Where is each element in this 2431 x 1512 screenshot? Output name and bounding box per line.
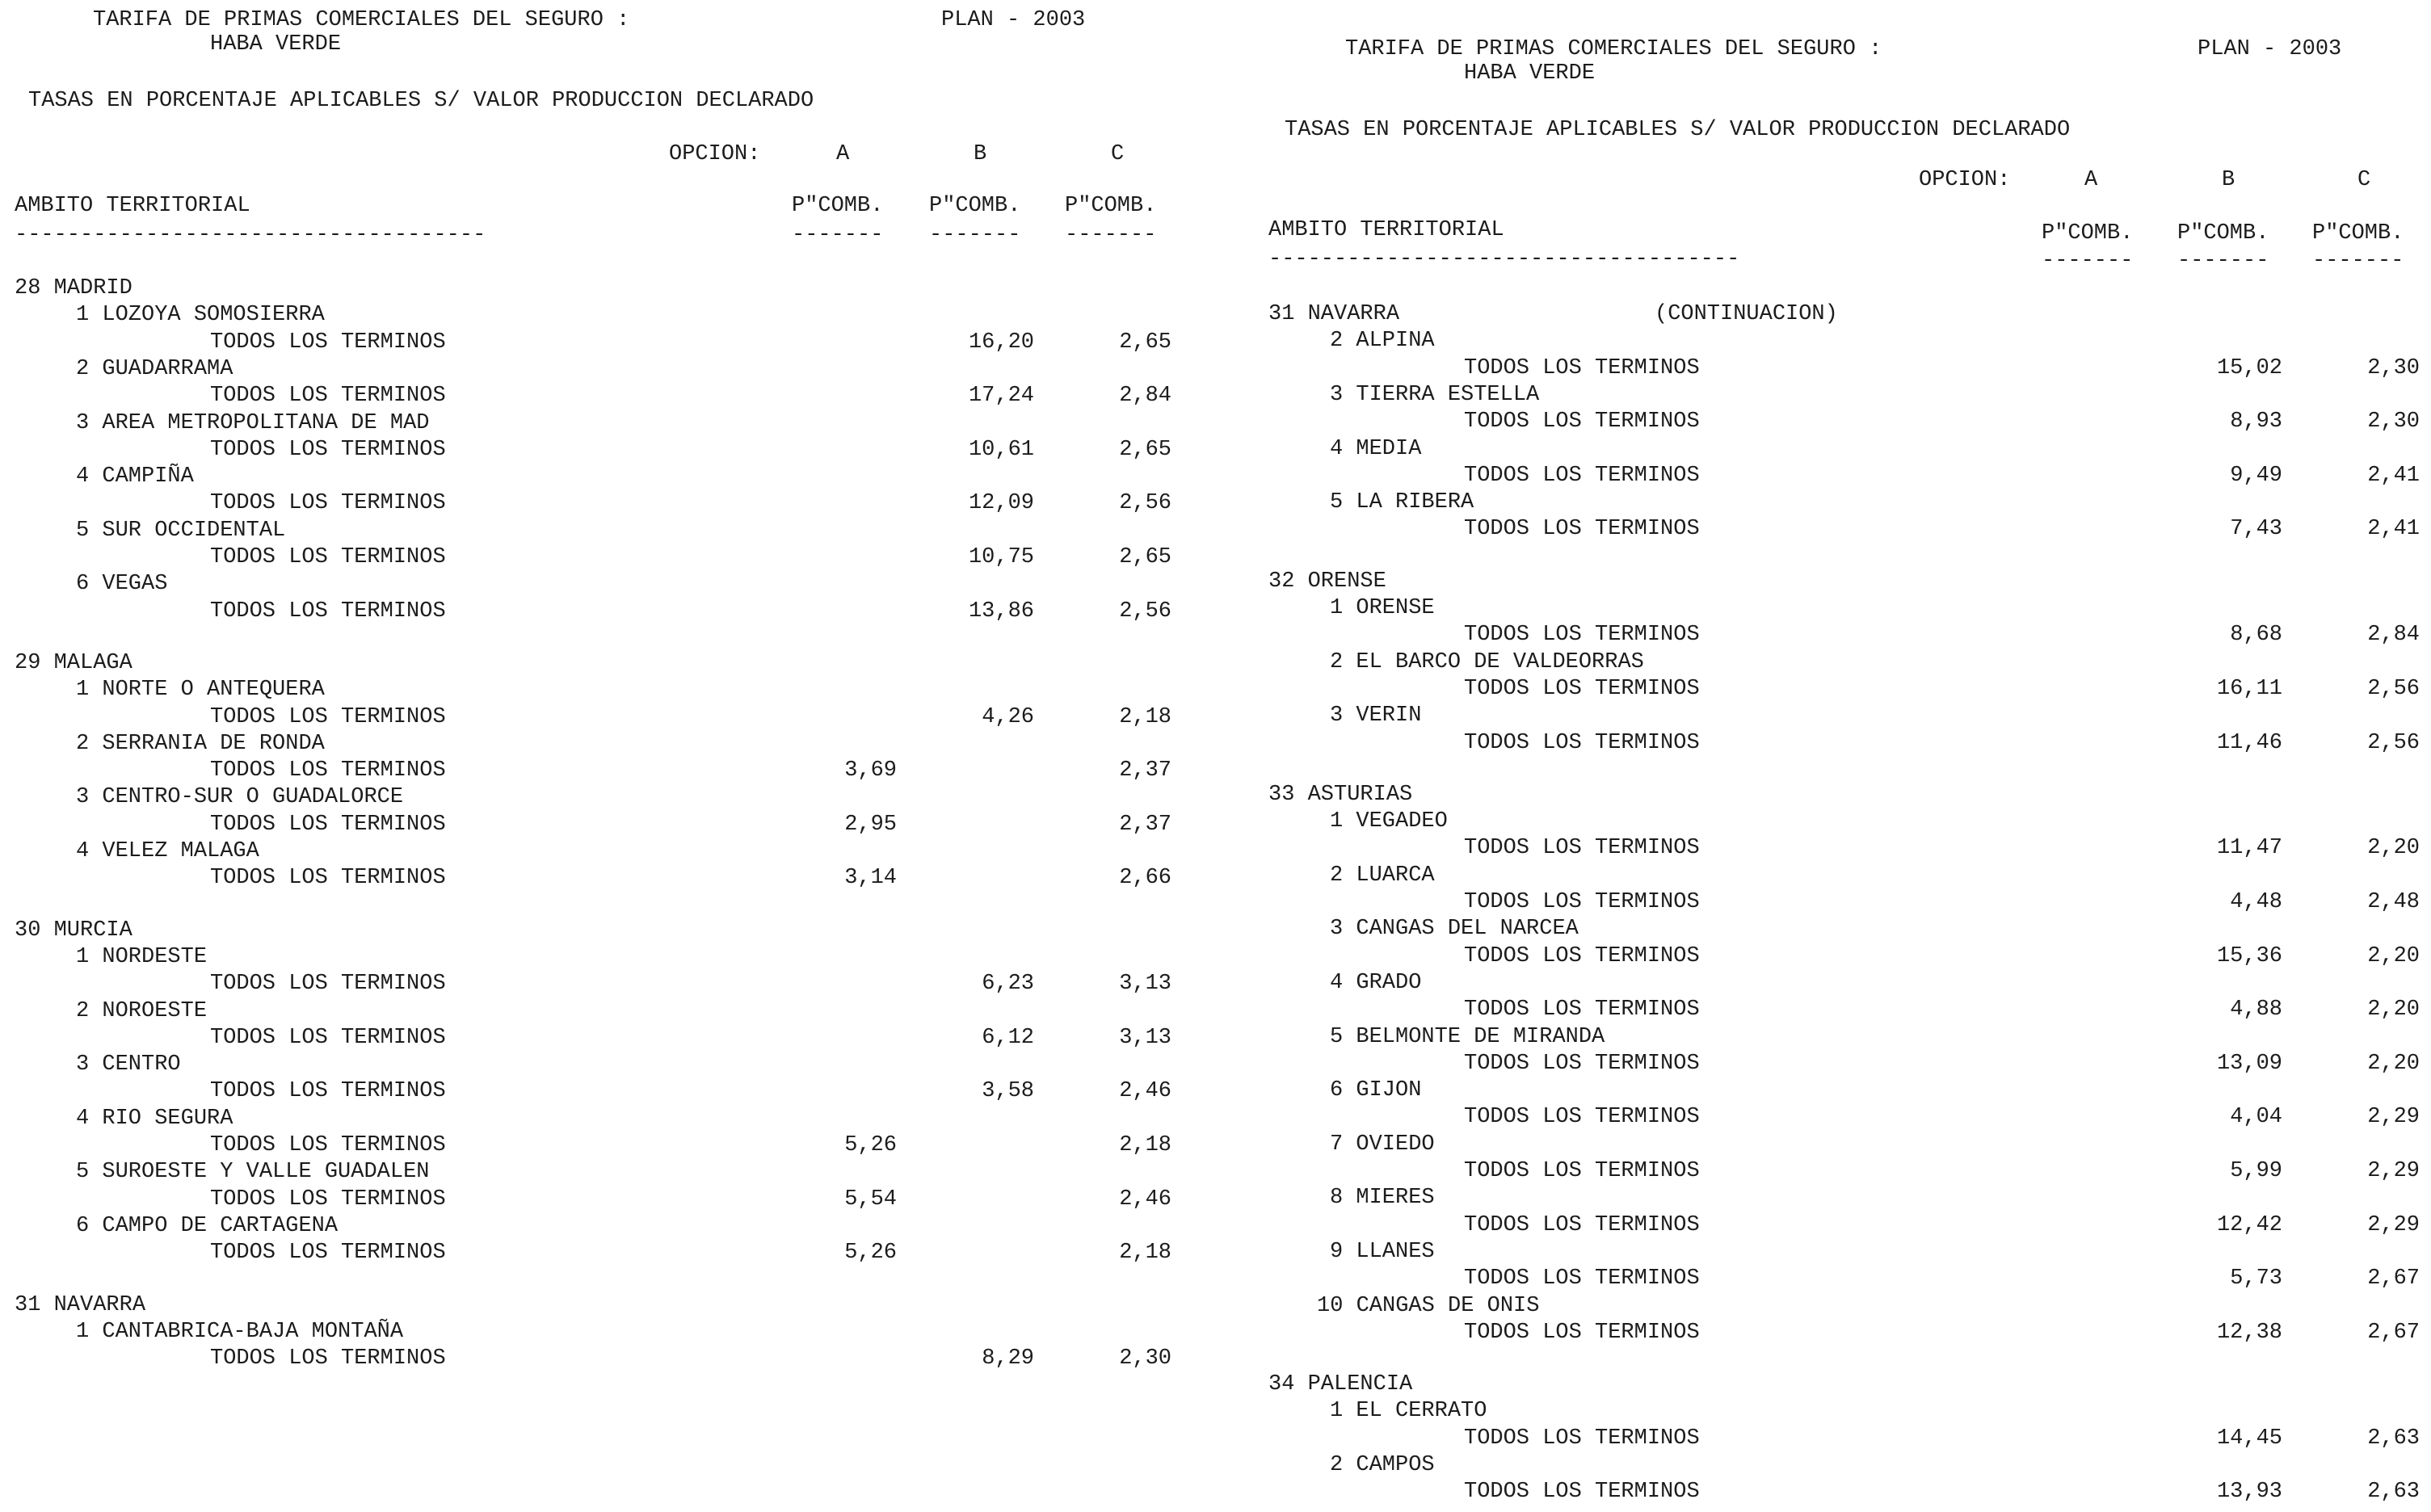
rate-option-c: 2,37 [1119,758,1171,783]
comarca-heading: 6 VEGAS [76,572,168,597]
rate-option-c: 2,63 [2367,1426,2420,1451]
rate-option-b: 5,73 [2230,1266,2282,1292]
province-heading: 28 MADRID [15,276,132,300]
rate-option-c: 2,30 [2367,410,2420,435]
comarca-heading: 3 AREA METROPOLITANA DE MAD [76,410,430,435]
rate-option-a: 5,26 [844,1241,897,1266]
terms-label: TODOS LOS TERMINOS [1464,890,1700,914]
comarca-heading: 10 CANGAS DE ONIS [1317,1293,1540,1318]
opcion-label: OPCION: [669,142,761,166]
terms-label: TODOS LOS TERMINOS [210,1186,446,1212]
rate-option-b: 8,68 [2230,623,2282,648]
tariff-rows [0,0,1212,1512]
rate-option-b: 15,02 [2216,355,2282,380]
pcomb-a-header: P"COMB. [2042,221,2134,246]
comarca-heading: 7 OVIEDO [1330,1132,1435,1157]
ambito-territorial-header: AMBITO TERRITORIAL [15,194,250,218]
tariff-title: TARIFA DE PRIMAS COMERCIALES DEL SEGURO : [93,8,630,32]
rate-option-a: 3,69 [844,758,897,783]
rate-option-c: 2,46 [1119,1079,1171,1104]
terms-label: TODOS LOS TERMINOS [1464,836,1700,861]
terms-label: TODOS LOS TERMINOS [210,1241,446,1266]
rate-option-c: 2,65 [1119,437,1171,462]
comarca-heading: 6 GIJON [1330,1078,1422,1103]
rate-option-c: 2,56 [2367,730,2420,755]
comarca-heading: 8 MIERES [1330,1186,1435,1211]
province-heading: 34 PALENCIA [1268,1372,1413,1397]
rate-option-c: 2,67 [2367,1320,2420,1345]
rate-option-b: 12,38 [2216,1320,2282,1345]
rate-option-c: 2,29 [2367,1105,2420,1130]
comarca-heading: 3 TIERRA ESTELLA [1330,382,1540,407]
rate-option-b: 6,23 [982,972,1034,997]
rate-option-c: 2,18 [1119,1133,1171,1157]
rate-option-b: 15,36 [2216,943,2282,968]
comarca-heading: 1 NORTE O ANTEQUERA [76,678,325,703]
comarca-heading: 4 RIO SEGURA [76,1106,233,1131]
header-rule-b: ------- [929,223,1021,247]
opcion-label: OPCION: [1919,168,2011,192]
left-page [0,0,1212,1512]
terms-label: TODOS LOS TERMINOS [210,598,446,624]
rate-option-b: 8,29 [982,1346,1034,1371]
header-rule: ------------------------------------ [1268,247,1740,271]
rate-option-b: 3,58 [982,1079,1034,1104]
header-rule-a: ------- [792,223,884,247]
rate-option-c: 2,56 [1119,491,1171,516]
rate-option-c: 2,29 [2367,1159,2420,1183]
rate-option-c: 2,41 [2367,517,2420,542]
comarca-heading: 4 VELEZ MALAGA [76,839,259,863]
rate-option-c: 2,56 [2367,676,2420,701]
header-rule-c: ------- [1065,223,1157,247]
terms-label: TODOS LOS TERMINOS [210,972,446,997]
province-heading: 31 NAVARRA [1268,302,1400,326]
rates-description: TASAS EN PORCENTAJE APLICABLES S/ VALOR PRODUCCION DECLARADO [1285,118,2071,142]
comarca-heading: 1 VEGADEO [1330,809,1448,834]
rate-option-b: 9,49 [2230,463,2282,488]
terms-label: TODOS LOS TERMINOS [1464,410,1700,435]
pcomb-b-header: P"COMB. [929,194,1021,218]
rate-option-a: 5,26 [844,1133,897,1157]
rate-option-b: 4,88 [2230,998,2282,1023]
province-heading: 30 MURCIA [15,918,132,943]
terms-label: TODOS LOS TERMINOS [1464,1320,1700,1345]
plan-year: PLAN - 2003 [941,8,1086,32]
rate-option-c: 2,56 [1119,598,1171,624]
comarca-heading: 9 LLANES [1330,1239,1435,1264]
option-a-header: A [836,142,850,166]
comarca-heading: 2 CAMPOS [1330,1453,1435,1477]
terms-label: TODOS LOS TERMINOS [1464,1051,1700,1076]
rate-option-b: 10,75 [968,545,1034,569]
rate-option-a: 3,14 [844,866,897,891]
terms-label: TODOS LOS TERMINOS [210,758,446,783]
terms-label: TODOS LOS TERMINOS [210,704,446,729]
comarca-heading: 2 NOROESTE [76,998,208,1023]
rate-option-c: 3,13 [1119,972,1171,997]
terms-label: TODOS LOS TERMINOS [210,1079,446,1104]
terms-label: TODOS LOS TERMINOS [210,866,446,891]
terms-label: TODOS LOS TERMINOS [210,437,446,462]
rate-option-c: 2,30 [2367,355,2420,380]
comarca-heading: 4 MEDIA [1330,436,1422,461]
terms-label: TODOS LOS TERMINOS [210,1346,446,1371]
terms-label: TODOS LOS TERMINOS [210,812,446,837]
rate-option-c: 2,20 [2367,943,2420,968]
rate-option-b: 12,09 [968,491,1034,516]
terms-label: TODOS LOS TERMINOS [210,545,446,569]
tariff-title: TARIFA DE PRIMAS COMERCIALES DEL SEGURO : [1345,37,1882,61]
comarca-heading: 3 CENTRO-SUR O GUADALORCE [76,785,404,810]
rate-option-c: 2,20 [2367,836,2420,861]
province-heading: 33 ASTURIAS [1268,782,1413,807]
rate-option-b: 10,61 [968,437,1034,462]
crop-name: HABA VERDE [1464,61,1596,86]
terms-label: TODOS LOS TERMINOS [210,1133,446,1157]
pcomb-a-header: P"COMB. [792,194,884,218]
comarca-heading: 1 EL CERRATO [1330,1399,1487,1424]
ambito-territorial-header: AMBITO TERRITORIAL [1268,218,1504,242]
comarca-heading: 3 VERIN [1330,704,1422,729]
rate-option-a: 5,54 [844,1186,897,1212]
rate-option-b: 12,42 [2216,1212,2282,1237]
terms-label: TODOS LOS TERMINOS [1464,1159,1700,1183]
rate-option-c: 2,63 [2367,1480,2420,1505]
province-heading: 32 ORENSE [1268,569,1386,594]
option-c-header: C [2357,168,2371,192]
terms-label: TODOS LOS TERMINOS [1464,463,1700,488]
pcomb-c-header: P"COMB. [1065,194,1157,218]
comarca-heading: 1 NORDESTE [76,944,208,969]
terms-label: TODOS LOS TERMINOS [1464,1266,1700,1292]
rate-option-c: 2,41 [2367,463,2420,488]
right-page [1244,0,2431,1512]
continuation-note: (CONTINUACION) [1655,302,1838,326]
terms-label: TODOS LOS TERMINOS [210,330,446,355]
rate-option-b: 13,09 [2216,1051,2282,1076]
rate-option-c: 2,84 [1119,384,1171,409]
rate-option-b: 16,11 [2216,676,2282,701]
comarca-heading: 1 CANTABRICA-BAJA MONTAÑA [76,1319,404,1344]
option-b-header: B [2222,168,2235,192]
header-rule: ------------------------------------ [15,223,486,247]
terms-label: TODOS LOS TERMINOS [1464,623,1700,648]
rate-option-b: 4,04 [2230,1105,2282,1130]
rates-description: TASAS EN PORCENTAJE APLICABLES S/ VALOR PRODUCCION DECLARADO [28,89,814,113]
rate-option-b: 11,47 [2216,836,2282,861]
rate-option-b: 5,99 [2230,1159,2282,1183]
comarca-heading: 3 CENTRO [76,1052,181,1077]
header-rule-a: ------- [2042,249,2134,273]
rate-option-c: 2,37 [1119,812,1171,837]
rate-option-b: 17,24 [968,384,1034,409]
terms-label: TODOS LOS TERMINOS [1464,943,1700,968]
rate-option-c: 3,13 [1119,1025,1171,1050]
terms-label: TODOS LOS TERMINOS [1464,1212,1700,1237]
comarca-heading: 4 CAMPIÑA [76,464,194,489]
rate-option-b: 13,86 [968,598,1034,624]
tariff-rows [1244,0,2431,1512]
comarca-heading: 2 SERRANIA DE RONDA [76,731,325,756]
comarca-heading: 1 ORENSE [1330,596,1435,620]
terms-label: TODOS LOS TERMINOS [1464,998,1700,1023]
pcomb-b-header: P"COMB. [2177,221,2269,246]
comarca-heading: 4 GRADO [1330,970,1422,995]
rate-option-c: 2,48 [2367,890,2420,914]
rate-option-c: 2,66 [1119,866,1171,891]
rate-option-b: 4,48 [2230,890,2282,914]
rate-option-b: 8,93 [2230,410,2282,435]
comarca-heading: 2 LUARCA [1330,863,1435,888]
option-b-header: B [974,142,987,166]
rate-option-c: 2,18 [1119,1241,1171,1266]
terms-label: TODOS LOS TERMINOS [1464,676,1700,701]
comarca-heading: 3 CANGAS DEL NARCEA [1330,917,1579,942]
rate-option-c: 2,30 [1119,1346,1171,1371]
rate-option-b: 13,93 [2216,1480,2282,1505]
comarca-heading: 2 ALPINA [1330,329,1435,354]
rate-option-c: 2,18 [1119,704,1171,729]
rate-option-c: 2,65 [1119,545,1171,569]
terms-label: TODOS LOS TERMINOS [1464,730,1700,755]
rate-option-b: 11,46 [2216,730,2282,755]
rate-option-c: 2,65 [1119,330,1171,355]
province-heading: 31 NAVARRA [15,1292,146,1317]
terms-label: TODOS LOS TERMINOS [1464,355,1700,380]
comarca-heading: 5 LA RIBERA [1330,490,1474,515]
rate-option-a: 2,95 [844,812,897,837]
terms-label: TODOS LOS TERMINOS [210,491,446,516]
rate-option-b: 6,12 [982,1025,1034,1050]
rate-option-b: 7,43 [2230,517,2282,542]
terms-label: TODOS LOS TERMINOS [1464,1426,1700,1451]
rate-option-b: 4,26 [982,704,1034,729]
rate-option-c: 2,84 [2367,623,2420,648]
header-rule-c: ------- [2312,249,2404,273]
plan-year: PLAN - 2003 [2198,37,2342,61]
comarca-heading: 6 CAMPO DE CARTAGENA [76,1213,339,1238]
crop-name: HABA VERDE [210,32,342,57]
terms-label: TODOS LOS TERMINOS [1464,517,1700,542]
rate-option-b: 14,45 [2216,1426,2282,1451]
option-c-header: C [1111,142,1125,166]
terms-label: TODOS LOS TERMINOS [210,384,446,409]
terms-label: TODOS LOS TERMINOS [1464,1105,1700,1130]
header-rule-b: ------- [2177,249,2269,273]
comarca-heading: 5 SUROESTE Y VALLE GUADALEN [76,1160,430,1185]
rate-option-c: 2,29 [2367,1212,2420,1237]
pcomb-c-header: P"COMB. [2312,221,2404,246]
option-a-header: A [2084,168,2098,192]
province-heading: 29 MALAGA [15,650,132,675]
rate-option-b: 16,20 [968,330,1034,355]
comarca-heading: 5 SUR OCCIDENTAL [76,518,286,543]
comarca-heading: 2 EL BARCO DE VALDEORRAS [1330,649,1644,674]
rate-option-c: 2,67 [2367,1266,2420,1292]
rate-option-c: 2,20 [2367,1051,2420,1076]
comarca-heading: 2 GUADARRAMA [76,356,233,381]
comarca-heading: 5 BELMONTE DE MIRANDA [1330,1024,1605,1049]
rate-option-c: 2,46 [1119,1186,1171,1212]
rate-option-c: 2,20 [2367,998,2420,1023]
terms-label: TODOS LOS TERMINOS [1464,1480,1700,1505]
terms-label: TODOS LOS TERMINOS [210,1025,446,1050]
comarca-heading: 1 LOZOYA SOMOSIERRA [76,303,325,328]
